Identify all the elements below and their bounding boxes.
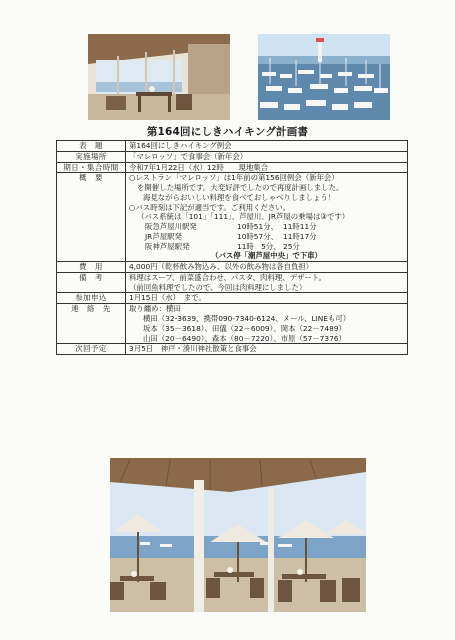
contact-line: 山田（20－6490）、森本（80－7220）、市原（57－7376） [143, 333, 346, 343]
contact-line: 取り纏め：横田 [129, 304, 181, 314]
cost-label: 費 用 [57, 262, 126, 273]
bus-station: 阪急芦屋川駅発 [145, 222, 197, 232]
next-value: 3月5日 神戸・湊川神社散策と食事会 [126, 344, 408, 355]
overview-line: を開催した場所です。大変好評でしたので再度計画しました。 [137, 183, 344, 193]
contact-label: 連 絡 先 [57, 304, 126, 344]
notes-value [126, 272, 408, 293]
overview-line: 海見ながらおいしい料理を食べておしゃべりしましょう！ [143, 192, 336, 202]
topic-value: 第164回にしきハイキング例会 [126, 141, 408, 152]
overview-line: ○バス時刻は下記が適当です。ご利用ください。 [129, 202, 291, 212]
table-row [57, 344, 408, 355]
overview-value [126, 173, 408, 262]
next-label: 次回予定 [57, 344, 126, 355]
marina-harbor-photo [258, 34, 390, 120]
datetime-value: 令和7年1月22日（水）12時 現地集合 [126, 162, 408, 173]
bus-station: 阪神芦屋駅発 [145, 241, 190, 251]
table-row [57, 151, 408, 162]
table-row [57, 262, 408, 273]
terrace-umbrellas-marina-photo [110, 458, 366, 612]
contact-value [126, 304, 408, 344]
deadline-label: 参加申込 [57, 293, 126, 304]
bus-time-1: 10時57分、 [237, 231, 278, 241]
bus-time-row [129, 222, 404, 232]
bus-time-1: 11時 5分、 [237, 241, 281, 251]
cost-value: 4,000円（乾杯飲み物込み、以外の飲み物は各自負担） [126, 262, 408, 273]
plan-table [56, 140, 408, 355]
table-row [57, 272, 408, 293]
bus-stop-note: （バス停「潮芦屋中央」で下車） [211, 251, 322, 261]
datetime-label: 期日・集合時間 [57, 162, 126, 173]
bus-time-row [129, 232, 404, 242]
overview-line: （バス系統は「101」「111」、芦屋川、JR芦屋の乗場は③です） [137, 212, 350, 222]
table-row [57, 293, 408, 304]
contact-line: 坂本（35－3618）、田儀（22－6009）、岡本（22－7489） [143, 323, 346, 333]
table-row [57, 141, 408, 152]
bus-time-2: 11時17分 [283, 231, 317, 241]
bus-time-1: 10時51分、 [237, 222, 278, 232]
notes-line: （前回魚料理でしたので、今回は肉料理にしました） [129, 282, 307, 292]
table-row [57, 304, 408, 344]
notes-line: 料理はスープ、前菜盛合わせ、パスタ、肉料理、デザート。 [129, 272, 326, 282]
table-row [57, 173, 408, 262]
overview-label: 概 要 [57, 173, 126, 262]
bus-time-2: 25分 [283, 241, 300, 251]
table-row [57, 162, 408, 173]
page-title: 第164回にしきハイキング計画書 [146, 126, 309, 138]
contact-line: 横田（32-3639、携帯090-7340-6124、メール、LINEも可） [143, 314, 351, 324]
notes-label: 備 考 [57, 272, 126, 293]
venue-value: 「マレロッソ」で食事会（新年会） [126, 151, 408, 162]
bus-station: JR芦屋駅発 [145, 231, 182, 241]
venue-label: 実施場所 [57, 151, 126, 162]
deadline-value: 1月15日（水） まで。 [126, 293, 408, 304]
topic-label: 表 題 [57, 141, 126, 152]
bus-time-2: 11時11分 [283, 222, 317, 232]
restaurant-interior-photo [88, 34, 230, 120]
bus-time-row [129, 242, 404, 252]
overview-line: ○レストラン「マレロッソ」は1年前の第156回例会（新年会） [129, 173, 339, 183]
